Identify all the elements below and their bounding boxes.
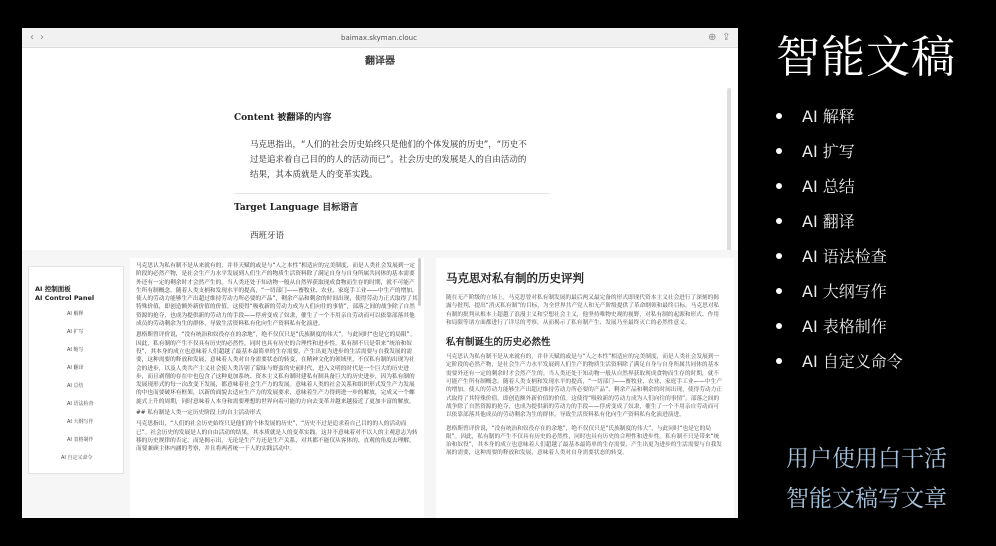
ai-panel-item-table[interactable]: AI 表格制作 <box>67 437 94 443</box>
feature-item: AI 翻译 <box>776 212 855 232</box>
article-paragraph: 马克思认为私有制不是从来就有的，并非天赋的或是与“人之本性”相适应的完美制度，而是人类社会发展到一定阶段的必然产物，是社会生产力水平发展到人们生产的物质生活资料除了满足自身与自身所属共同体的基本需要外还有一定的剩余时才会然产生的。当人类还处于知动物一般从自然界获取现成食物而生存的时期，就不可能产生所有制概念。随着人类支柄和发现水平的提高，“一切部门——畜牧业、农业、家庭手工业——中生产的增加，使人的劳动力能够生产出超过维持劳动力所必要的产品”，剩余产品和剩余的时间出现，使得劳动力正式取得了其特殊价值，即创造额外新价值的价值。这使得“吸收新的劳动力成为人们向往的事情”，部落之间的战争除了自然资源的抢夺，也成为提供新的劳动力的手段——俘虏变成了奴隶，催生了一个不用亲自劳动而可以依靠部落其他成员的劳动剩余为生的群体，导致生活资料私有化向生产资料私有化演进演进。 <box>446 354 722 419</box>
source-paragraph: 马克思认为私有制不是从来就有的，并非天赋的或是与“人之本性”相适应的完美制度，而是人类社会发展到一定阶段的必然产物，是社会生产力水平发展到人们生产的物质生活资料除了满足自身与自身所属共同体的基本需要外还有一定的剩余时才会然产生的。当人类还处于知动物一般从自然界获取现成食物而生存的时期，就不可能产生所有制概念。随着人类支柄和发现水平的提高，“一切部门——畜牧业、农业、家庭手工业——中生产的增加，使人的劳动力能够生产出超过维持劳动力所必要的产品”，剩余产品和剩余的时间出现，使得劳动力正式取得了其特殊价值，即创造额外新价值的价值。这使得“吸收新的劳动力成为人们向往的事情”，部落之间的战争除了自然资源的抢夺，也成为提供新的劳动力的手段——俘虏变成了奴隶，催生了一个不用亲自劳动而可以依靠部落其他成员的劳动剩余为生的群体，导致生活资料私有化向生产资料私有化演进。 <box>136 263 418 328</box>
address-bar[interactable]: baimax.skyman.clouc <box>341 34 417 42</box>
bullet-icon <box>776 288 782 294</box>
ai-panel-title <box>35 285 94 303</box>
bullet-icon <box>776 358 782 364</box>
source-paragraph: 马克思指出，“人们的社会历史始终只是他们的个体发展的历史”，“历史不过是追求着自己目的的人的活动而已”。社会历史的发展是人的自由活动的结果，其本质就是人的变革实践。这并不意味着对不以人的主观意志为转移的历史规律的否定，而是揭示出，无论是生产力还是生产关系，对其都不能仅从客体的、直观的角度去理解，而要兼顾主体内涵的考察，并且将两者统一于人的实践活动中。 <box>136 421 418 453</box>
back-icon[interactable]: ‹ <box>30 32 34 43</box>
ai-panel-item-explain[interactable]: AI 解释 <box>67 311 84 317</box>
share-icon[interactable]: ⇪ <box>722 32 731 43</box>
ai-control-panel <box>28 266 124 474</box>
bullet-icon <box>776 113 782 119</box>
tagline: 智能文稿写文章 <box>786 486 947 512</box>
feature-item: AI 大纲写作 <box>776 282 887 302</box>
bullet-icon <box>776 323 782 329</box>
ai-panel-item-grammar[interactable]: AI 语法检查 <box>67 401 94 407</box>
feature-item: AI 表格制作 <box>776 317 887 337</box>
source-text-editor[interactable] <box>130 258 424 518</box>
feature-item: AI 语法检查 <box>776 247 887 267</box>
bullet-icon <box>776 148 782 154</box>
browser-toolbar <box>22 28 738 48</box>
translator-title: 翻译器 <box>365 56 395 67</box>
article-intro: 随在无产阶级的立场上，马克思曾对私有制发展的最后两又最完备的形式即现代资本主义社会进行了深刻的揭露与批判，提出“消灭私有制”的目标，为全世界共产党人和无产阶级提供了革命纲领和最终目标。马克思对私有制的批判从根本上超越了浪漫主义和空想社会主义，他坚持唯物史观的视野，对私有制的起源和形式、作用和局限等诸方面都进行了详尽的考察，从而揭示了私有制产生、发展乃至最终灭亡的必然性意义。 <box>446 295 720 326</box>
source-scrollbar[interactable] <box>418 258 421 306</box>
article-title: 马克思对私有制的历史评判 <box>446 271 584 285</box>
ai-panel-item-translate[interactable]: AI 翻译 <box>67 365 84 371</box>
ai-panel-item-summary[interactable]: AI 总结 <box>67 383 84 389</box>
source-heading: ## 私有制是人类一定历史阶段上的自主活动形式 <box>136 410 262 417</box>
bullet-icon <box>776 183 782 189</box>
feature-title: 智能文稿 <box>776 32 956 83</box>
ai-panel-title-en: AI Control Panel <box>35 294 95 302</box>
forward-icon[interactable]: › <box>40 32 44 43</box>
ai-panel-item-outline[interactable]: AI 大纲写作 <box>67 419 94 425</box>
bullet-icon <box>776 253 782 259</box>
ai-panel-item-expand[interactable]: AI 扩写 <box>67 329 84 335</box>
download-icon[interactable]: ⊕ <box>708 32 717 43</box>
content-label: Content 被翻译的内容 <box>234 113 332 123</box>
translator-panel <box>22 48 738 270</box>
feature-item: AI 总结 <box>776 177 855 197</box>
divider <box>234 193 550 194</box>
ai-panel-item-custom[interactable]: AI 自定义命令 <box>61 455 93 461</box>
tagline: 用户使用白干活 <box>786 446 947 472</box>
ai-panel-title-cn: AI 控制面板 <box>35 285 71 293</box>
article-preview <box>436 258 734 518</box>
target-language-label: Target Language 目标语言 <box>234 203 359 213</box>
browser-window <box>22 28 738 518</box>
ai-panel-item-shorten[interactable]: AI 缩写 <box>67 347 84 353</box>
document-area <box>22 250 738 518</box>
feature-item: AI 解释 <box>776 107 855 127</box>
source-paragraph: 恩格斯曾评价说，“没有统治和奴役存在的余地”，绝不仅仅只是“氏族制度的伟大”，与此同时“也是它的局限”。因此，私有制的产生不仅具有历史的必然性，同时也具有历史的合理性和进步性。私有制不只是带来“统治和奴役”，其本身的成立也意味着人们超越了最基本最简单的生存需要，产生出更为进步的生活需要与自我发展的需要，这种需要的释放和发展，意味着人类对自身需要状态的转变，在精神文化的领域里，不仅私有制的出现为社会的进步，以及人类共产主义社会使人类告别了蒙昧与野蛮的史前时代，进入文明的时代是一个巨大的历史进步，而且剥削的存在中也包含了这种更加系统、资本主义私有制时建私有制具备巨大的历史进步，因为私有制的发展现形式的每一次改变下发展，都意味着社会生产力的发展。意味着人类的社会关系和组织形式发生产力发展的中也而要破坏有框架，以新的面貌去适应生产力的发展要求，意味着生产力得到进一步的解放，完成又一个螺旋式上升的周期，同时意味着人本身和需要理想的世界向着可能的方向去变革并越来越接近了更加丰富的解放。 <box>136 332 416 405</box>
target-language-value[interactable]: 西班牙语 <box>250 231 285 241</box>
translator-scrollbar[interactable] <box>727 88 731 268</box>
article-paragraph: 恩格斯曾评价说，“没有统治和奴役存在的余地”，绝不仅仅只是“氏族制度的伟大”，与此同时“也是它的局限”。因此，私有制的产生不仅具有历史的必然性，同时也具有历史的合理性和进步性。私有制不只是带来“统治和奴役”，其本身的成立也意味着人们超越了最基本最简单的生存需要，产生出更为进步的生活需要与自我发展的需要，这种需要的释放和发展，意味着人类对自身需要状态的转变。 <box>446 425 722 457</box>
feature-item: AI 自定义命令 <box>776 352 903 372</box>
content-text[interactable]: 马克思指出，“人们的社会历史始终只是他们的个体发展的历史”，“历史不过是追求着自己目的的人的活动而已”。社会历史的发展是人的自由活动的结果，其本质就是人的变革实践。 <box>250 140 527 180</box>
bullet-icon <box>776 218 782 224</box>
article-section-title: 私有制诞生的历史必然性 <box>446 337 551 349</box>
feature-item: AI 扩写 <box>776 142 855 162</box>
